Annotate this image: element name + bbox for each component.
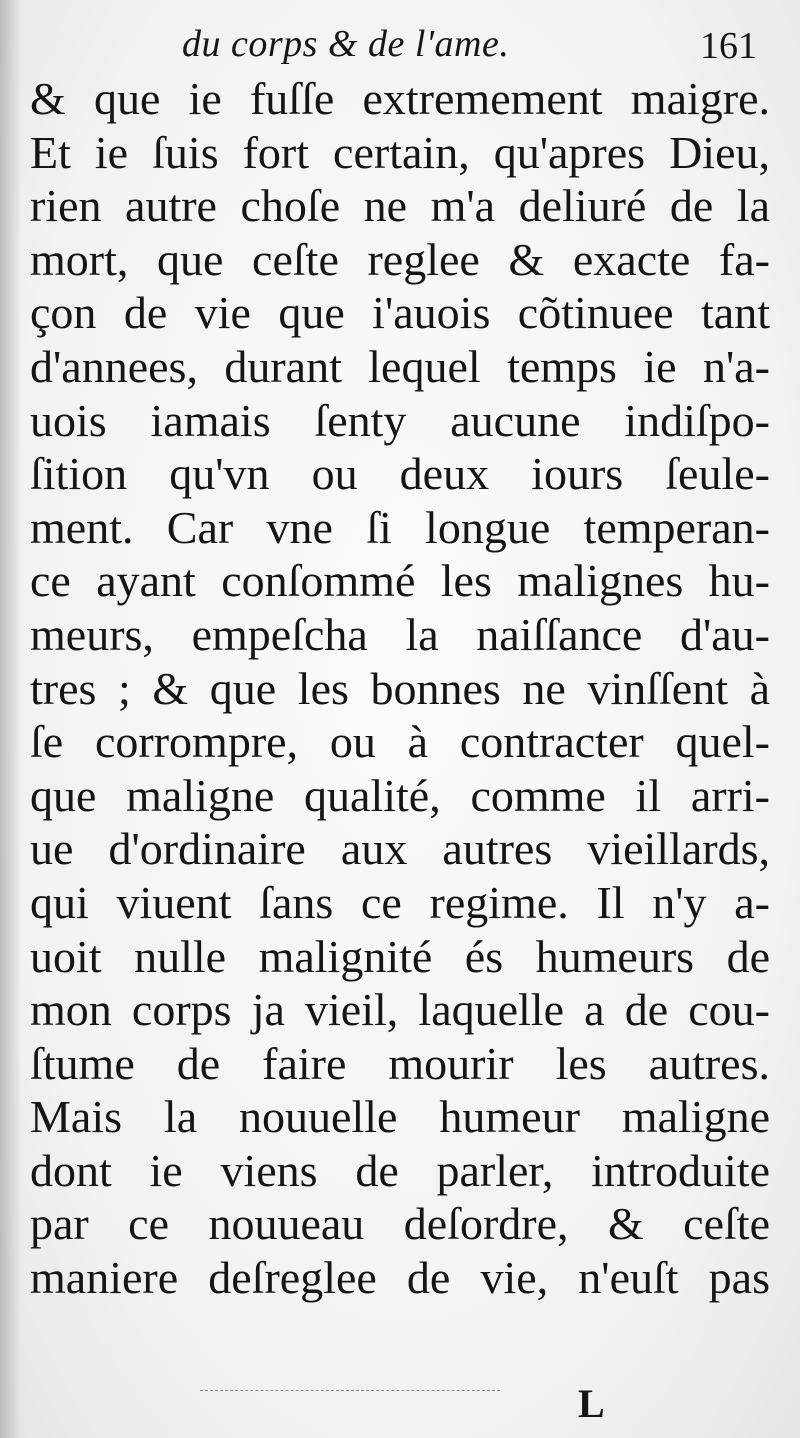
text-line: qui viuent ſans ce regime. Il n'y a- xyxy=(30,876,770,928)
text-line: meurs, empeſcha la naiſſance d'au- xyxy=(30,608,770,660)
text-line: tres ; & que les bonnes ne vinſſent à xyxy=(30,662,770,714)
body-text xyxy=(30,72,770,1305)
text-line: ue d'ordinaire aux autres vieillards, xyxy=(30,823,770,875)
text-line: mort, que ceſte reglee & exacte fa- xyxy=(30,233,770,285)
catchword-signature: L xyxy=(578,1381,605,1426)
text-line: par ce nouueau deſordre, & ceſte xyxy=(30,1198,770,1250)
text-line: maniere deſreglee de vie, n'euſt pas xyxy=(30,1252,770,1304)
text-line: mon corps ja vieil, laquelle a de cou- xyxy=(30,984,770,1036)
page-number: 161 xyxy=(700,25,757,67)
text-line: ſe corrompre, ou à contracter quel- xyxy=(30,716,770,768)
text-line: ce ayant conſommé les malignes hu- xyxy=(30,555,770,607)
gutter-shadow xyxy=(0,0,22,1438)
bottom-dashed-rule xyxy=(200,1390,500,1391)
text-line: rien autre choſe ne m'a deliuré de la xyxy=(30,180,770,232)
text-line: çon de vie que i'auois cõtinuee tant xyxy=(30,287,770,339)
text-line: ſtume de faire mourir les autres. xyxy=(30,1037,770,1089)
text-line: que maligne qualité, comme il arri- xyxy=(30,769,770,821)
text-line: Mais la nouuelle humeur maligne xyxy=(30,1091,770,1143)
text-line: d'annees, durant lequel temps ie n'a- xyxy=(30,340,770,392)
text-line: Et ie ſuis fort certain, qu'apres Dieu, xyxy=(30,126,770,178)
text-line: dont ie viens de parler, introduite xyxy=(30,1144,770,1196)
text-line: uoit nulle malignité és humeurs de xyxy=(30,930,770,982)
running-title: du corps & de l'ame. xyxy=(182,23,510,65)
running-head xyxy=(0,14,800,72)
text-line: ſition qu'vn ou deux iours ſeule- xyxy=(30,448,770,500)
text-line: & que ie fuſſe extremement maigre. xyxy=(30,73,770,124)
text-line: ment. Car vne ſi longue temperan- xyxy=(30,501,770,553)
text-line: uois iamais ſenty aucune indiſpo- xyxy=(30,394,770,446)
